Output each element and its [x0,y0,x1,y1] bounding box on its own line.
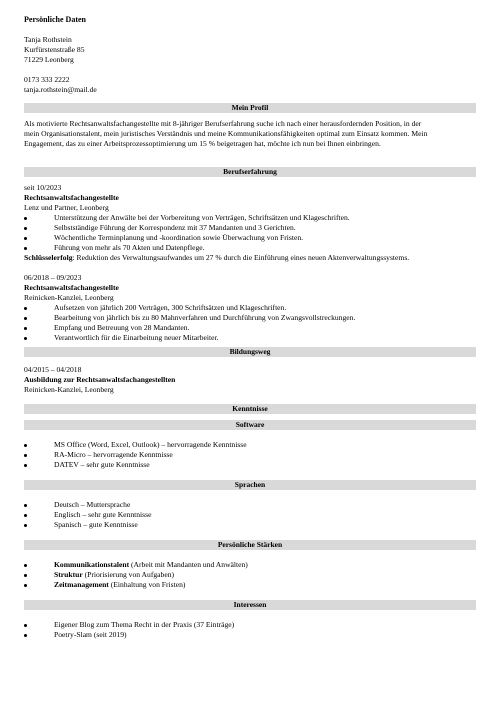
list-item [24,233,476,243]
bullet-icon [24,247,27,250]
bullet-icon [24,514,27,517]
bullet-text: Empfang und Betreuung von 28 Mandanten. [54,323,190,332]
bullet-text: Eigener Blog zum Thema Recht in der Praxis (37 Einträge) [54,620,235,629]
strength-detail: (Arbeit mit Mandanten und Anwälten) [129,560,248,569]
bullet-text: Poetry-Slam (seit 2019) [54,630,127,639]
job-period: 06/2018 – 09/2023 [24,273,82,282]
education-title: Ausbildung zur Rechtsanwaltsfachangestellten [24,375,176,384]
list-item [24,560,476,570]
key-success [24,253,476,263]
profile-text [24,119,476,149]
experience-heading-bar: Berufserfahrung [24,167,476,177]
bullet-text: MS Office (Word, Excel, Outlook) – hervorragende Kenntnisse [54,440,247,449]
person-phone: 0173 333 2222 [24,75,70,84]
education-period: 04/2015 – 04/2018 [24,365,82,374]
experience-section [24,167,476,343]
job-title: Rechtsanwaltsfachangestellte [24,283,119,292]
languages-heading-bar: Sprachen [24,480,476,490]
bullet-text: Aufsetzen von jährlich 200 Verträgen, 300 Schriftsätzen und Klageschriften. [54,303,287,312]
personal-section [24,15,476,95]
job-entry [24,183,476,263]
bullet-text: Verantwortlich für die Einarbeitung neuer Mitarbeiter. [54,333,219,342]
bullet-text: Selbstständige Führung der Korrespondenz mit 37 Mandanten und 3 Gerichten. [54,223,296,232]
bullet-icon [24,624,27,627]
strengths-heading-bar: Persönliche Stärken [24,540,476,550]
person-street: Kurfürstenstraße 85 [24,45,85,54]
education-school: Reinicken-Kanzlei, Leonberg [24,385,114,394]
strength-name: Struktur [54,570,83,579]
profile-line: mein Organisationstalent, mein juristisches Verständnis und meine Kommunikationsfähigkeiten optimal zum Einsatz kommen. Mein [24,129,428,138]
list-item [24,630,476,640]
bullet-icon [24,504,27,507]
job-employer: Reinicken-Kanzlei, Leonberg [24,293,114,302]
languages-list [24,500,476,530]
strength-detail: (Priorisierung von Aufgaben) [82,570,175,579]
list-item [24,520,476,530]
software-list [24,440,476,470]
bullet-icon [24,444,27,447]
bullet-icon [24,337,27,340]
list-item [24,620,476,630]
bullet-icon [24,464,27,467]
bullet-icon [24,584,27,587]
bullet-icon [24,227,27,230]
bullet-text: Bearbeitung von jährlich bis zu 80 Mahnverfahren und Durchführung von Zwangsvollstreckungen. [54,313,356,322]
job-employer: Lenz und Partner, Leonberg [24,203,109,212]
list-item [24,460,476,470]
list-item [24,243,476,253]
bullet-icon [24,307,27,310]
profile-line: Als motivierte Rechtsanwaltsfachangestellte mit 8-jähriger Berufserfahrung suche ich nach einer herausfordernden Position, in der [24,119,422,128]
job-entry [24,273,476,343]
key-success-label: Schlüsselerfolg [24,253,73,262]
profile-line: Engagement, das zu einer Arbeitsprozessoptimierung um 15 % beigetragen hat, möchte ich nun bei Ihnen einbringen. [24,139,381,148]
personal-heading: Persönliche Daten [24,15,86,24]
job-bullets [24,303,476,343]
list-item [24,303,476,313]
bullet-text: Wöchentliche Terminplanung und -koordination sowie Überwachung von Fristen. [54,233,304,242]
bullet-icon [24,237,27,240]
strength-detail: (Einhaltung von Fristen) [108,580,186,589]
person-city: 71229 Leonberg [24,55,74,64]
education-heading-bar: Bildungsweg [24,347,476,357]
list-item [24,510,476,520]
list-item [24,213,476,223]
skills-heading-bar: Kenntnisse [24,404,476,414]
strength-name: Zeitmanagement [54,580,109,589]
list-item [24,440,476,450]
list-item [24,450,476,460]
list-item [24,323,476,333]
bullet-text: DATEV – sehr gute Kenntnisse [54,460,150,469]
bullet-text: RA-Micro – hervorragende Kenntnisse [54,450,173,459]
job-bullets [24,213,476,253]
bullet-text: Deutsch – Muttersprache [54,500,131,509]
strengths-list [24,560,476,590]
bullet-icon [24,634,27,637]
bullet-icon [24,454,27,457]
bullet-icon [24,317,27,320]
skills-section [24,404,476,590]
bullet-text: Unterstützung der Anwälte bei der Vorbereitung von Verträgen, Schriftsätzen und Klageschriften. [54,213,350,222]
bullet-icon [24,574,27,577]
person-email: tanja.rothstein@mail.de [24,85,97,94]
bullet-text: Führung von mehr als 70 Akten und Datenpflege. [54,243,205,252]
list-item [24,333,476,343]
list-item [24,580,476,590]
job-title: Rechtsanwaltsfachangestellte [24,193,119,202]
strength-name: Kommunikationstalent [54,560,130,569]
bullet-text: Spanisch – gute Kenntnisse [54,520,138,529]
interests-list [24,620,476,640]
bullet-icon [24,564,27,567]
bullet-icon [24,524,27,527]
profile-heading-bar: Mein Profil [24,103,476,113]
list-item [24,313,476,323]
bullet-icon [24,217,27,220]
person-name: Tanja Rothstein [24,35,72,44]
job-period: seit 10/2023 [24,183,62,192]
list-item [24,570,476,580]
interests-heading-bar: Interessen [24,600,476,610]
profile-section [24,103,476,149]
list-item [24,223,476,233]
bullet-text: Englisch – sehr gute Kenntnisse [54,510,152,519]
list-item [24,500,476,510]
software-heading-bar: Software [24,420,476,430]
education-section [24,347,476,395]
bullet-icon [24,327,27,330]
interests-section [24,600,476,640]
key-success-text: : Reduktion des Verwaltungsaufwandes um 27 % durch die Einführung eines neuen Aktenverwaltungssystems. [72,253,410,262]
